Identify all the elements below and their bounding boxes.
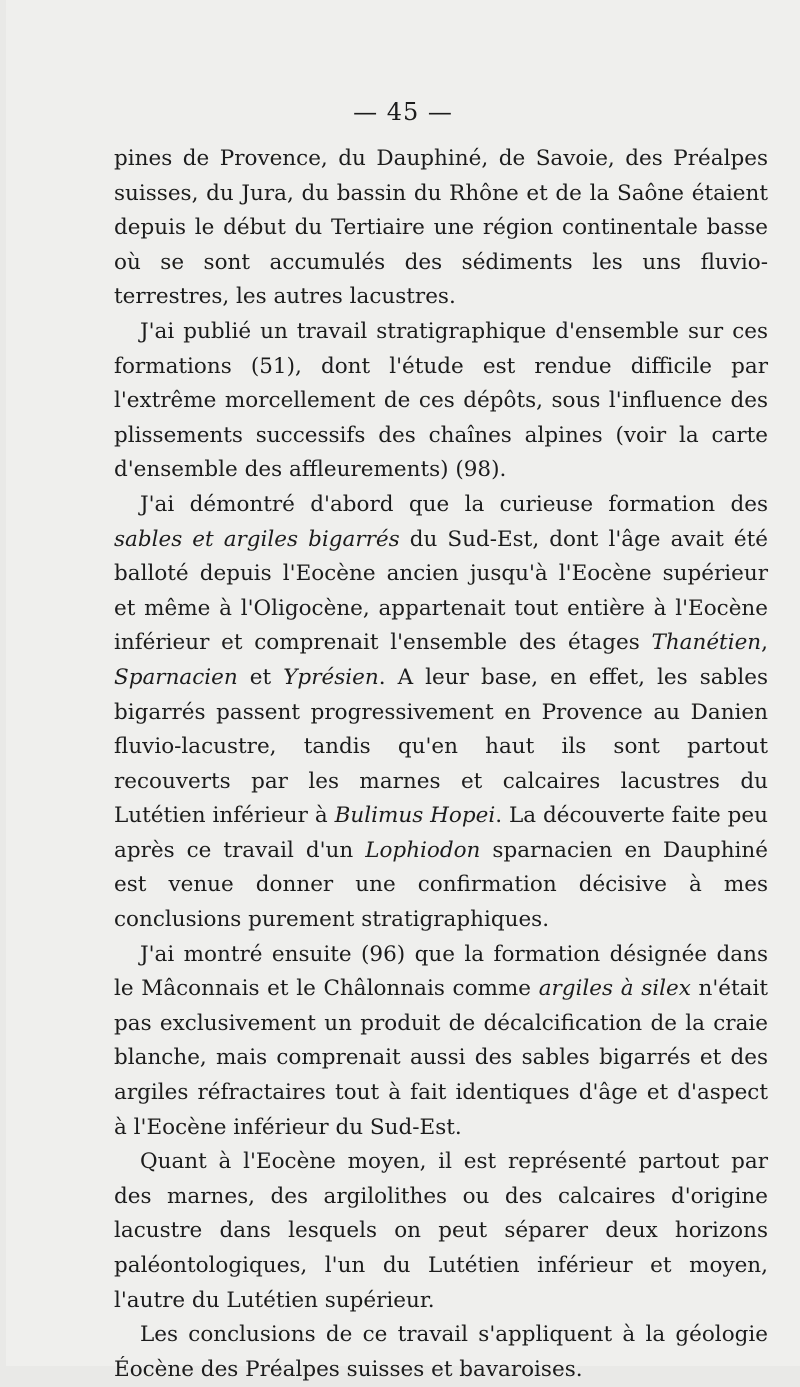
paragraph [114,142,768,315]
text-run: . La découverte faite peu après ce travail d'un [114,803,768,863]
paragraph [114,938,768,1146]
text-run: Quant à l'Eocène moyen, il est représenté partout par des marnes, des argilolithes ou des calcaires d'origine lacustre dans lesquels on peut séparer deux horizons paléontologiques, l'un du Lutétien inférieur et moyen, l'autre du Lutétien supérieur. [114,1149,768,1313]
paragraph [114,488,768,938]
text-run: . A leur base, en effet, les sables bigarrés passent progressivement en Provence au Danien fluvio-lacustre, tandis qu'en haut ils sont partout recouverts par les marnes et calcaires lacustres du Lutétien inférieur à [114,664,768,829]
italic-text: Lophiodon [365,837,481,863]
paragraph [114,1145,768,1318]
italic-text: Yprésien [283,664,379,690]
text-run: pines de Provence, du Dauphiné, de Savoie, des Préalpes suisses, du Jura, du bassin du Rhône et de la Saône étaient depuis le début du Tertiaire une région continentale basse où se sont accumulés des sédiments les uns fluvio-terrestres, les autres lacustres. [114,146,768,310]
text-run: J'ai démontré d'abord que la curieuse formation des [140,491,768,517]
italic-text: argiles à silex [538,976,691,1002]
book-page [6,0,800,1382]
page-number: — 45 — [353,98,453,126]
text-run: , [761,630,768,656]
text-run: du Sud-Est, dont l'âge avait été balloté depuis l'Eocène ancien jusqu'à l'Eocène supérieur et même à l'Oligocène, appartenait tout entière à l'Eocène inférieur et comprenait l'ensemble des étages [114,526,769,656]
italic-text: Bulimus Hopei [334,803,496,829]
text-run: Les conclusions de ce travail s'appliquent à la géologie Éocène des Préalpes suisses et bavaroises. [114,1322,768,1382]
body-text [114,142,768,1387]
paragraph [114,315,768,488]
italic-text: sables et argiles bigarrés [114,526,400,552]
italic-text: Sparnacien [114,664,238,690]
text-run: sparnacien en Dauphiné est venue donner une confirmation décisive à mes conclusions purement stratigraphiques. [114,837,768,933]
text-run: J'ai publié un travail stratigraphique d'ensemble sur ces formations (51), dont l'étude est rendue difficile par l'extrême morcellement de ces dépôts, sous l'influence des plissements successifs des chaînes alpines (voir la carte d'ensemble des affleurements) (98). [114,318,768,483]
paragraph [114,1318,768,1387]
text-run: n'était pas exclusivement un produit de décalcification de la craie blanche, mais comprenait aussi des sables bigarrés et des argiles réfractaires tout à fait identiques d'âge et d'aspect à l'Eocène inférieur du Sud-Est. [114,976,768,1140]
text-run: J'ai montré ensuite (96) que la formation désignée dans le Mâconnais et le Châlonnais comme [114,941,768,1002]
text-run: et [237,664,284,690]
italic-text: Thanétien [651,630,762,656]
